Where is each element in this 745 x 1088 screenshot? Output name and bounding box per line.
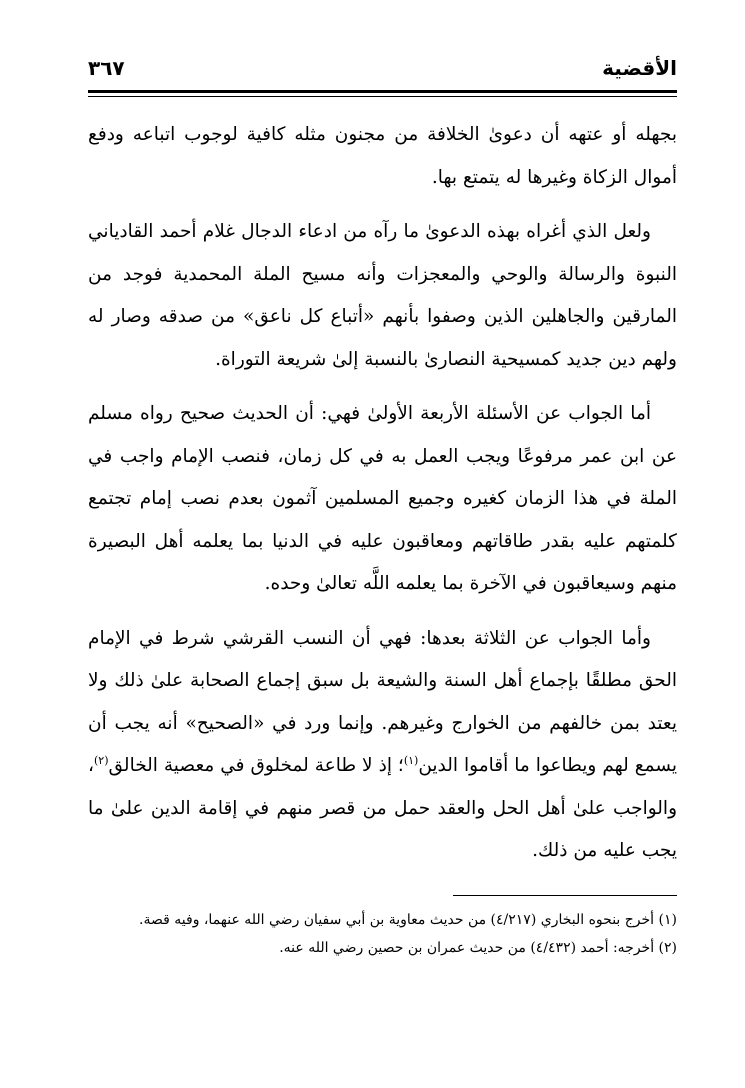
paragraph-3: أما الجواب عن الأسئلة الأربعة الأولىٰ فهي: أن الحديث صحيح رواه مسلم عن ابن عمر مرفوعًا ويجب العمل به في كل زمان، فنصب الإمام واجب في الملة في هذا الزمان كغيره وجميع المسلمين آثمون بعدم نصب إمام تجتمع كلمتهم عليه بقدر طاقاتهم ومعاقبون عليه في الدنيا بما يعلمه أهل البصيرة منهم وسيعاقبون في الآخرة بما يعلمه اللَّه تعالىٰ وحده.: [88, 403, 677, 594]
paragraph-4: [88, 618, 677, 873]
footnote-separator: [453, 895, 677, 896]
chapter-title: الأقضية: [602, 56, 677, 80]
header-rule-thick: [88, 90, 677, 93]
paragraph-2: ولعل الذي أغراه بهذه الدعوىٰ ما رآه من ادعاء الدجال غلام أحمد القادياني النبوة والرسالة والوحي والمعجزات وأنه مسيح الملة المحمدية فوجد من المارقين والجاهلين الذين وصفوا بأنهم «أتباع كل ناعق» من صدقه وصار له ولهم دين جديد كمسيحية النصارىٰ بالنسبة إلىٰ شريعة التوراة.: [88, 221, 677, 370]
page-body: [88, 92, 677, 873]
paragraph-4-part-1: وأما الجواب عن الثلاثة بعدها: فهي أن النسب القرشي شرط في الإمام الحق مطلقًا بإجماع أهل السنة والشيعة بل سبق إجماع الصحابة علىٰ ذلك ولا يعتد بمن خالفهم من الخوارج وغيرهم. وإنما ورد في «الصحيح» أنه يجب أن يسمع لهم ويطاعوا ما أقاموا الدين: [88, 627, 677, 776]
paragraph-4-part-2: ؛ إذ لا طاعة لمخلوق في معصية الخالق: [108, 755, 404, 776]
header-rule-thin: [88, 96, 677, 97]
footnote-ref-1[interactable]: (١): [403, 753, 419, 767]
footnote-1: (١) أخرج بنحوه البخاري (٤/٢١٧) من حديث معاوية بن أبي سفيان رضي الله عنهما، وفيه قصة.: [139, 911, 677, 928]
page-header: [88, 0, 677, 92]
footnote-2: (٢) أخرجه: أحمد (٤/٤٣٢) من حديث عمران بن حصين رضي الله عنه.: [279, 939, 677, 956]
footnote-ref-2[interactable]: (٢): [93, 753, 109, 767]
paragraph-4-part-3: ، والواجب علىٰ أهل الحل والعقد حمل من قصر منهم في إقامة الدين علىٰ ما يجب عليه من ذلك.: [88, 755, 677, 861]
paragraph-1: بجهله أو عتهه أن دعوىٰ الخلافة من مجنون مثله كافية لوجوب اتباعه ودفع أموال الزكاة وغيرها له يتمتع بها.: [88, 124, 677, 188]
page-number: ٣٦٧: [88, 56, 125, 80]
